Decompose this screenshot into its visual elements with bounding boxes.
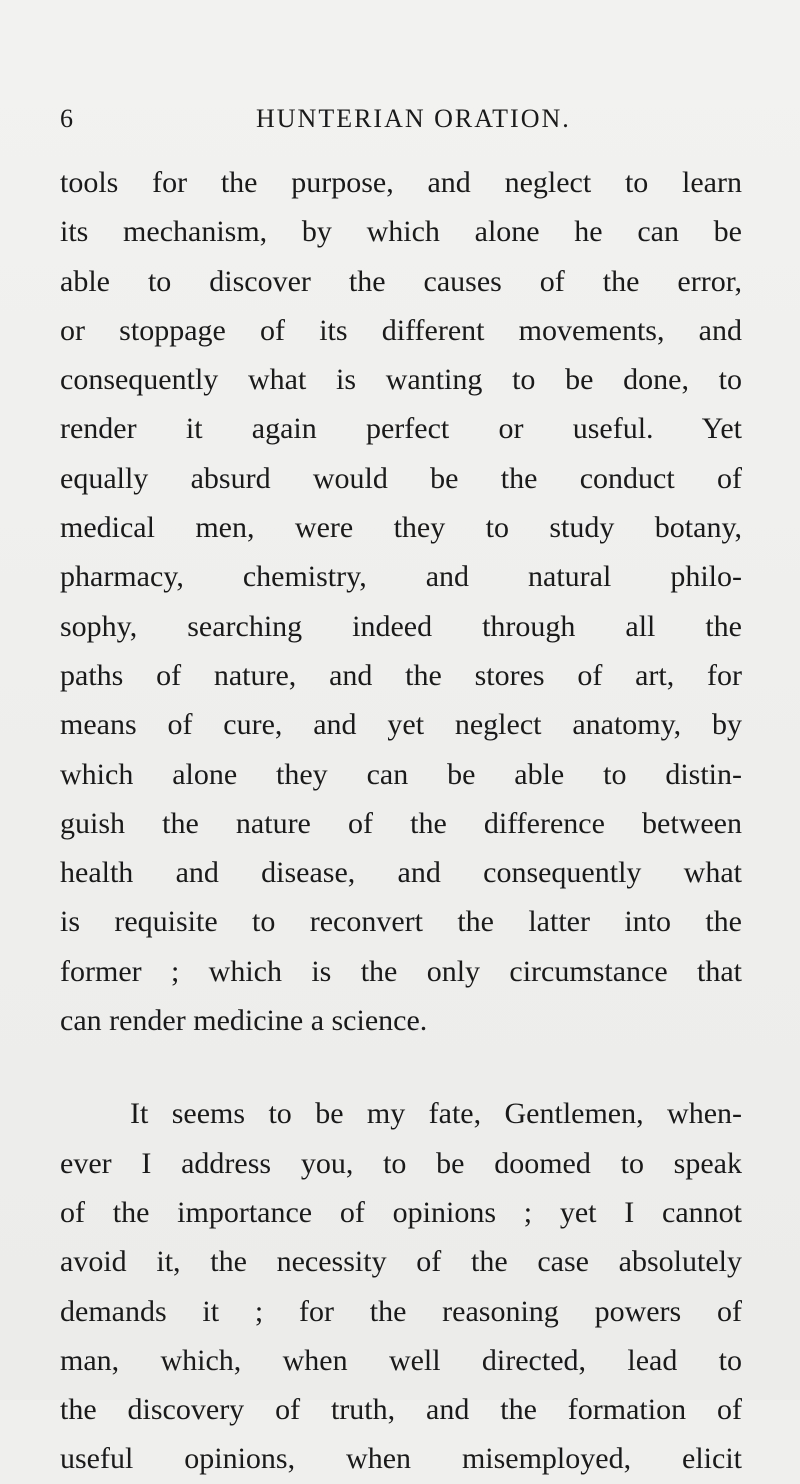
text-line: equally absurd would be the conduct of <box>60 461 742 495</box>
text-line: means of cure, and yet neglect anatomy, by <box>60 708 742 742</box>
text-line: tools for the purpose, and neglect to learn <box>60 166 742 199</box>
text-line: avoid it, the necessity of the case absolutely <box>60 1245 742 1279</box>
text-line: It seems to be my fate, Gentlemen, when- <box>130 1097 742 1131</box>
paragraph-gap <box>60 1045 742 1089</box>
running-title: HUNTERIAN ORATION. <box>256 104 571 133</box>
text-line: useful opinions, when misemployed, elicit <box>60 1442 742 1476</box>
text-line: consequently what is wanting to be done, to <box>60 363 742 397</box>
text-line: of the importance of opinions ; yet I cannot <box>60 1195 742 1229</box>
text-line: or stoppage of its different movements, and <box>60 313 742 347</box>
text-line: can render medicine a science. <box>60 1004 428 1038</box>
text-line: medical men, were they to study botany, <box>60 511 742 545</box>
body-text <box>60 158 742 1484</box>
text-line: health and disease, and consequently what <box>60 856 742 890</box>
text-line: ever I address you, to be doomed to speak <box>60 1146 742 1180</box>
text-line: able to discover the causes of the error, <box>60 264 742 298</box>
text-line: the discovery of truth, and the formation of <box>60 1393 742 1427</box>
text-line: sophy, searching indeed through all the <box>60 609 742 643</box>
text-line: former ; which is the only circumstance that <box>60 954 742 988</box>
paragraph-2 <box>60 1089 742 1483</box>
text-line: its mechanism, by which alone he can be <box>60 215 742 249</box>
paragraph-1 <box>60 158 742 1045</box>
page-number: 6 <box>60 104 75 133</box>
text-line: paths of nature, and the stores of art, for <box>60 658 742 692</box>
text-line: which alone they can be able to distin- <box>60 757 742 791</box>
text-line: guish the nature of the difference between <box>60 806 742 840</box>
text-line: render it again perfect or useful. Yet <box>60 412 742 446</box>
text-line: is requisite to reconvert the latter into the <box>60 905 742 939</box>
page-header <box>56 104 744 144</box>
text-line: pharmacy, chemistry, and natural philo- <box>60 560 742 594</box>
text-line: man, which, when well directed, lead to <box>60 1343 742 1377</box>
text-line: demands it ; for the reasoning powers of <box>60 1294 742 1328</box>
